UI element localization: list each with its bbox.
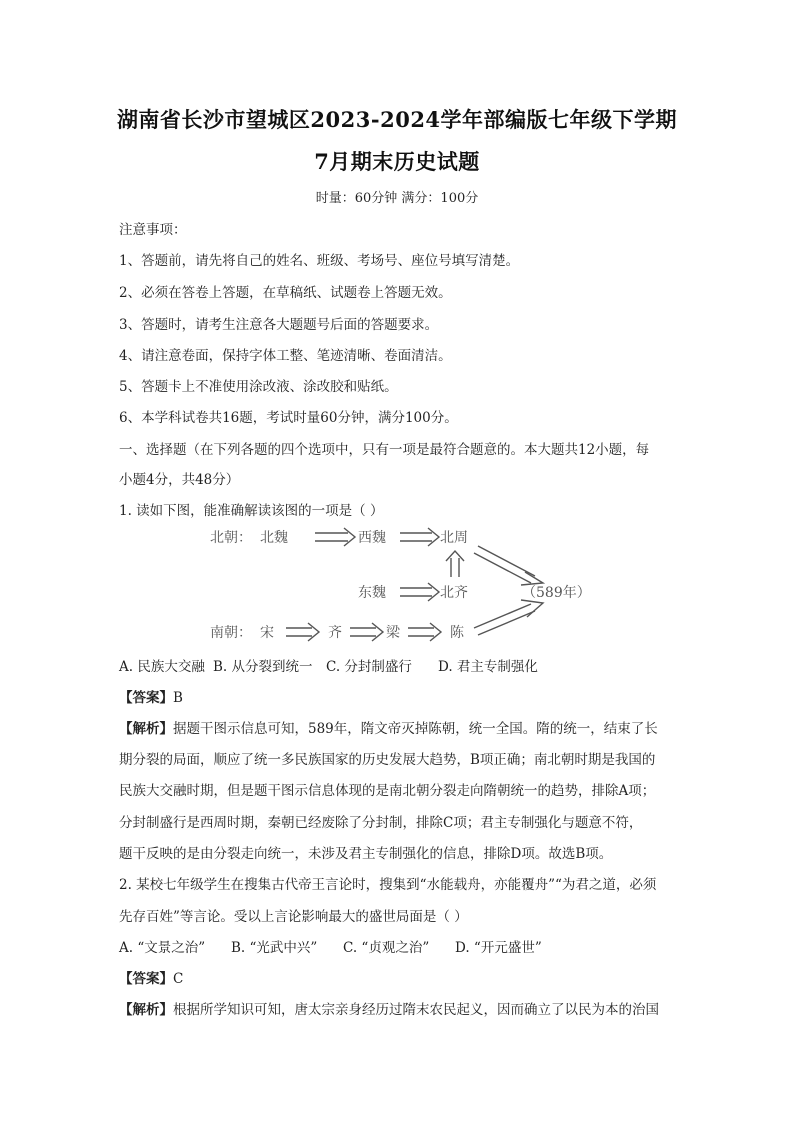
- dynasty-chen: 陈: [450, 625, 464, 641]
- analysis-text: 民族大交融时期，但是题干图示信息体现的是南北朝分裂走向隋朝统一的趋势，排除A项；: [119, 783, 656, 799]
- dynasty-xiwei: 西魏: [358, 530, 386, 546]
- south-label: 南朝：: [210, 625, 252, 641]
- double-arrow-icon: [400, 528, 439, 546]
- double-arrow-icon: [400, 583, 439, 601]
- note-item: 6、本学科试卷共16题，考试时量60分钟，满分100分。: [119, 410, 458, 426]
- dynasty-liang: 梁: [386, 625, 400, 641]
- up-double-arrow-icon: [446, 551, 464, 577]
- dynasty-beizhou: 北周: [440, 530, 468, 546]
- note-item: 2、必须在答卷上答题，在草稿纸、试题卷上答题无效。: [119, 285, 452, 301]
- notes-heading: 注意事项：: [119, 222, 187, 238]
- q2-analysis: [119, 998, 659, 1018]
- dynasty-song: 宋: [260, 625, 274, 641]
- q2-stem-cont: 先存百姓”等言论。受以上言论影响最大的盛世局面是（ ）: [119, 909, 468, 925]
- note-item: 5、答题卡上不准使用涂改液、涂改胶和贴纸。: [119, 379, 398, 395]
- q1-options: [119, 655, 538, 675]
- q2-options: [119, 936, 542, 956]
- q2-option-d: D. “开元盛世”: [455, 940, 542, 956]
- dynasty-beiqi: 北齐: [440, 585, 468, 601]
- analysis-text: 题干反映的是由分裂走向统一，未涉及君主专制强化的信息，排除D项。故选B项。: [119, 846, 613, 862]
- analysis-text: 据题干图示信息可知，589年，隋文帝灭掉陈朝，统一全国。隋的统一，结束了长: [173, 721, 658, 737]
- analysis-label: 【解析】: [119, 1002, 173, 1018]
- dynasty-diagram: [200, 520, 600, 650]
- double-arrow-icon: [286, 623, 319, 641]
- answer-label: 【答案】: [119, 971, 173, 987]
- diagonal-arrow-icon: [474, 546, 543, 585]
- analysis-text: 根据所学知识可知，唐太宗亲身经历过隋末农民起义，因而确立了以民为本的治国: [173, 1002, 659, 1018]
- answer-label: 【答案】: [119, 690, 173, 706]
- section-heading: 一、选择题（在下列各题的四个选项中，只有一项是最符合题意的。本大题共12小题，每: [119, 442, 650, 458]
- note-item: 3、答题时，请考生注意各大题题号后面的答题要求。: [119, 317, 439, 333]
- q1-analysis: [119, 717, 658, 737]
- q2-stem: 2. 某校七年级学生在搜集古代帝王言论时，搜集到“水能载舟，亦能覆舟”“为君之道，必须: [119, 877, 657, 893]
- q1-answer: [119, 686, 183, 706]
- double-arrow-icon: [408, 623, 441, 641]
- note-item: 4、请注意卷面，保持字体工整、笔迹清晰、卷面清洁。: [119, 348, 452, 364]
- analysis-text: 期分裂的局面，顺应了统一多民族国家的历史发展大趋势，B项正确；南北朝时期是我国的: [119, 752, 656, 768]
- double-arrow-icon: [350, 623, 383, 641]
- dynasty-beiwei: 北魏: [260, 530, 288, 546]
- q2-option-c: C. “贞观之治”: [343, 940, 430, 956]
- double-arrow-icon: [315, 528, 355, 546]
- diagonal-arrow-icon: [474, 600, 543, 635]
- q1-stem: 1. 读如下图，能准确解读该图的一项是（ ）: [119, 503, 384, 519]
- answer-value: B: [173, 690, 183, 706]
- title-line-1: 湖南省长沙市望城区2023-2024学年部编版七年级下学期: [116, 107, 678, 132]
- q1-option-c: C. 分封制盛行: [326, 659, 412, 675]
- q1-option-a: A. 民族大交融: [119, 659, 205, 675]
- year-label: （589年）: [522, 585, 591, 601]
- analysis-text: 分封制盛行是西周时期，秦朝已经废除了分封制，排除C项；君主专制强化与题意不符，: [119, 815, 643, 831]
- title-line-2: 7月期末历史试题: [314, 149, 480, 174]
- section-heading-cont: 小题4分，共48分）: [119, 472, 240, 488]
- answer-value: C: [173, 971, 184, 987]
- dynasty-qi: 齐: [328, 625, 342, 641]
- q2-option-a: A. “文景之治”: [119, 940, 206, 956]
- q1-option-b: B. 从分裂到统一: [213, 659, 313, 675]
- analysis-label: 【解析】: [119, 721, 173, 737]
- note-item: 1、答题前，请先将自己的姓名、班级、考场号、座位号填写清楚。: [119, 253, 520, 269]
- q2-answer: [119, 967, 183, 987]
- q2-option-b: B. “光武中兴”: [231, 940, 318, 956]
- dynasty-dongwei: 东魏: [358, 585, 386, 601]
- north-label: 北朝：: [210, 530, 252, 546]
- exam-meta: 时量：60分钟 满分：100分: [315, 191, 479, 206]
- q1-option-d: D. 君主专制强化: [438, 659, 538, 675]
